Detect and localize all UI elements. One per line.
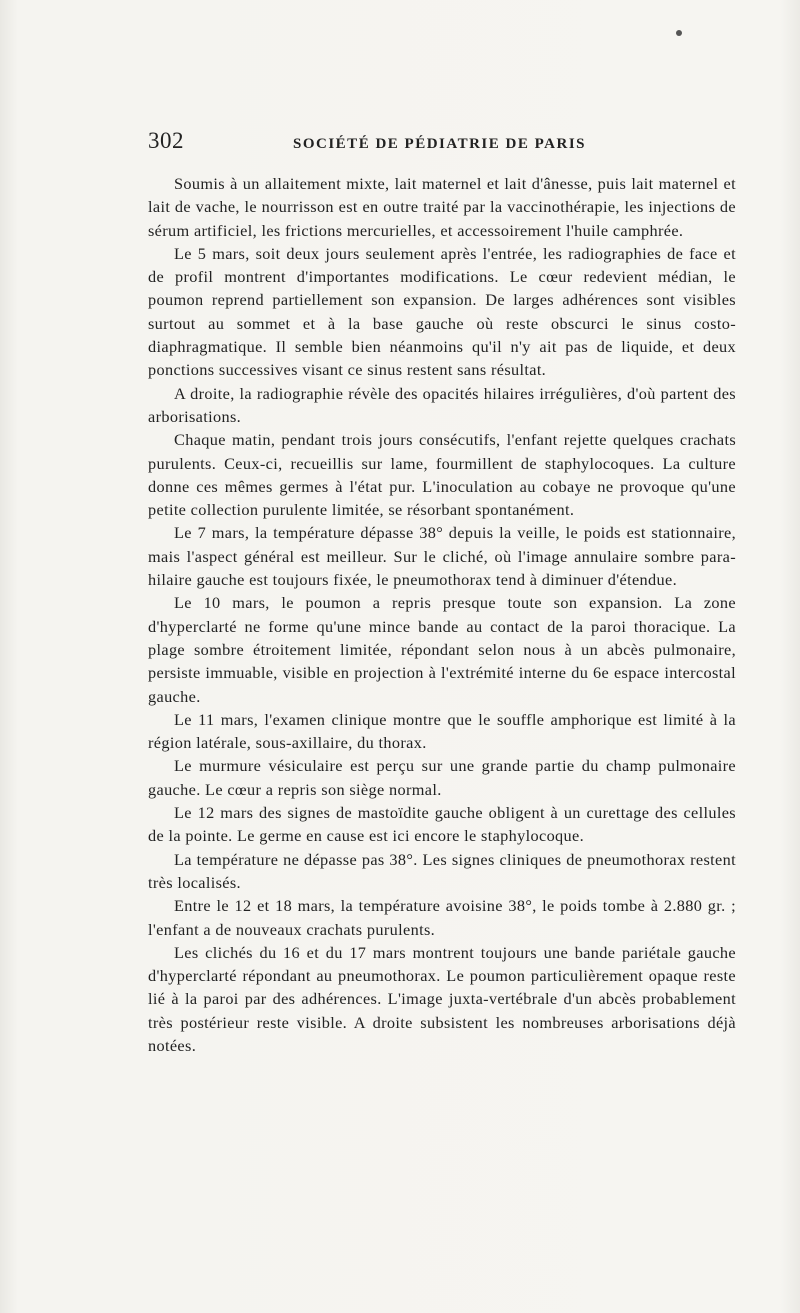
paragraph: Le murmure vésiculaire est perçu sur une grande partie du champ pulmonaire gauche. Le cœur a repris son siège normal. xyxy=(148,756,736,799)
running-title: SOCIÉTÉ DE PÉDIATRIE DE PARIS xyxy=(293,136,586,152)
paragraph: Le 12 mars des signes de mastoïdite gauche obligent à un curettage des cellules de la pointe. Le germe en cause est ici encore le staphylocoque. xyxy=(148,803,736,846)
paragraph: Le 10 mars, le poumon a repris presque toute son expansion. La zone d'hyperclarté ne forme qu'une mince bande au contact de la paroi thoracique. La plage sombre étroitement limitée, répondant selon nous à un abcès pulmonaire, persiste immuable, visible en projection à l'extrémité interne du 6e espace intercostal gauche. xyxy=(148,593,736,706)
body-text xyxy=(148,172,736,1057)
paragraph: Le 5 mars, soit deux jours seulement après l'entrée, les radiographies de face et de profil montrent d'importantes modifications. Le cœur redevient médian, le poumon reprend partiellement son expansion. De larges adhérences sont visibles surtout au sommet et à la base gauche où reste obscurci le sinus costo-diaphragmatique. Il semble bien néanmoins qu'il n'y ait pas de liquide, et deux ponctions successives visant ce sinus restent sans résultat. xyxy=(148,243,736,380)
paragraph: La température ne dépasse pas 38°. Les signes cliniques de pneumothorax restent très localisés. xyxy=(148,849,736,892)
paragraph: Le 11 mars, l'examen clinique montre que le souffle amphorique est limité à la région latérale, sous-axillaire, du thorax. xyxy=(148,709,736,753)
paragraph: Les clichés du 16 et du 17 mars montrent toujours une bande pariétale gauche d'hyperclarté répondant au pneumothorax. Le poumon particulièrement opaque reste lié à la paroi par des adhérences. L'image juxta-vertébrale d'un abcès probablement très postérieur reste visible. A droite subsistent les nombreuses arborisations déjà notées. xyxy=(148,942,736,1055)
paragraph: Le 7 mars, la température dépasse 38° depuis la veille, le poids est stationnaire, mais l'aspect général est meilleur. Sur le cliché, où l'image annulaire sombre para-hilaire gauche est toujours fixée, le pneumothorax tend à diminuer d'étendue. xyxy=(148,523,736,590)
paragraph: Chaque matin, pendant trois jours consécutifs, l'enfant rejette quelques crachats purulents. Ceux-ci, recueillis sur lame, fourmillent de staphylocoques. La culture donne ces mêmes germes à l'état pur. L'inoculation au cobaye ne provoque qu'une petite collection purulente limitée, se résorbant spontanément. xyxy=(148,430,736,520)
paragraph: Entre le 12 et 18 mars, la température avoisine 38°, le poids tombe à 2.880 gr. ; l'enfant a de nouveaux crachats purulents. xyxy=(148,896,736,939)
page-number: 302 xyxy=(148,128,184,153)
page-header xyxy=(148,128,708,164)
paragraph: A droite, la radiographie révèle des opacités hilaires irrégulières, d'où partent des arborisations. xyxy=(148,383,736,426)
paragraph: Soumis à un allaitement mixte, lait maternel et lait d'ânesse, puis lait maternel et lait de vache, le nourrisson est en outre traité par la vaccinothérapie, les injections de sérum artificiel, les frictions mercurielles, et accessoirement l'huile camphrée. xyxy=(148,174,736,240)
ink-dot xyxy=(676,30,682,36)
